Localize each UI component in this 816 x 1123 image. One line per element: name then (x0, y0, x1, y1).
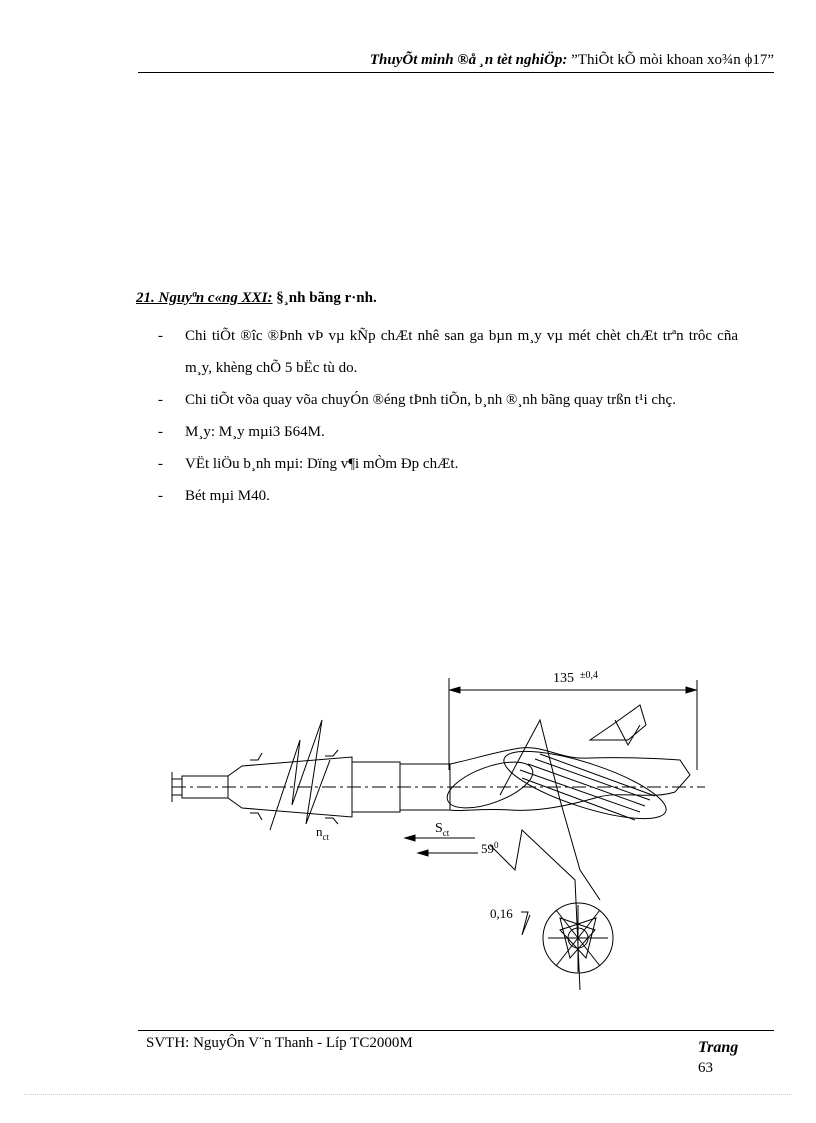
bullet-item: - Chi tiÕt võa quay võa chuyÓn ®éng tÞnh tiÕn, b¸nh ®¸nh bãng quay trßn t¹i chç. (158, 384, 738, 416)
page-edge-line (24, 1094, 792, 1095)
section-heading (136, 290, 377, 307)
bullet-list (158, 320, 738, 512)
page-header (138, 50, 774, 73)
footer-trang-label: Trang (698, 1039, 739, 1056)
section-title: §¸nh bãng r·nh. (276, 290, 377, 306)
label-speed: $59^0$ (481, 840, 499, 856)
roughness-label: 0,16 (490, 906, 513, 921)
motion-indicators (270, 720, 640, 990)
bullet-item: - Bét mµi M40. (158, 480, 738, 512)
header-title-bold: ThuyÕt minh ®å ¸n tèt nghiÖp: (369, 52, 568, 68)
header-title-normal: ”ThiÕt kÕ mòi khoan xo¾n ϕ17” (567, 52, 774, 68)
bullet-item: - M¸y: M¸y mµi3 Б64M. (158, 416, 738, 448)
cross-section-view (490, 903, 613, 973)
footer-author: SVTH: NguyÔn V¨n Thanh - Líp TC2000M (146, 1035, 413, 1051)
drill-polishing-diagram (160, 655, 720, 995)
dimension-value: 135 (553, 671, 574, 686)
label-n: $n_{ct}$ (316, 824, 329, 842)
section-label: 21. Nguyªn c«ng XXI: (136, 290, 273, 306)
bullet-item: - Chi tiÕt ®îc ®Þnh vÞ vµ kÑp chÆt nhê san ga bµn m¸y vµ mét chèt chÆt trªn trôc cña m¸y, khèng chÕ 5 bËc tù do. (158, 320, 738, 384)
page-footer (138, 1030, 774, 1076)
page-number: 63 (698, 1060, 713, 1076)
bullet-item: - VËt liÖu b¸nh mµi: Dïng v¶i mÒm Ðp chÆt. (158, 448, 738, 480)
dimension-tolerance: ±0,4 (580, 670, 598, 681)
drill-flutes (442, 705, 690, 832)
label-s: $S_{ct}$ (435, 821, 450, 838)
